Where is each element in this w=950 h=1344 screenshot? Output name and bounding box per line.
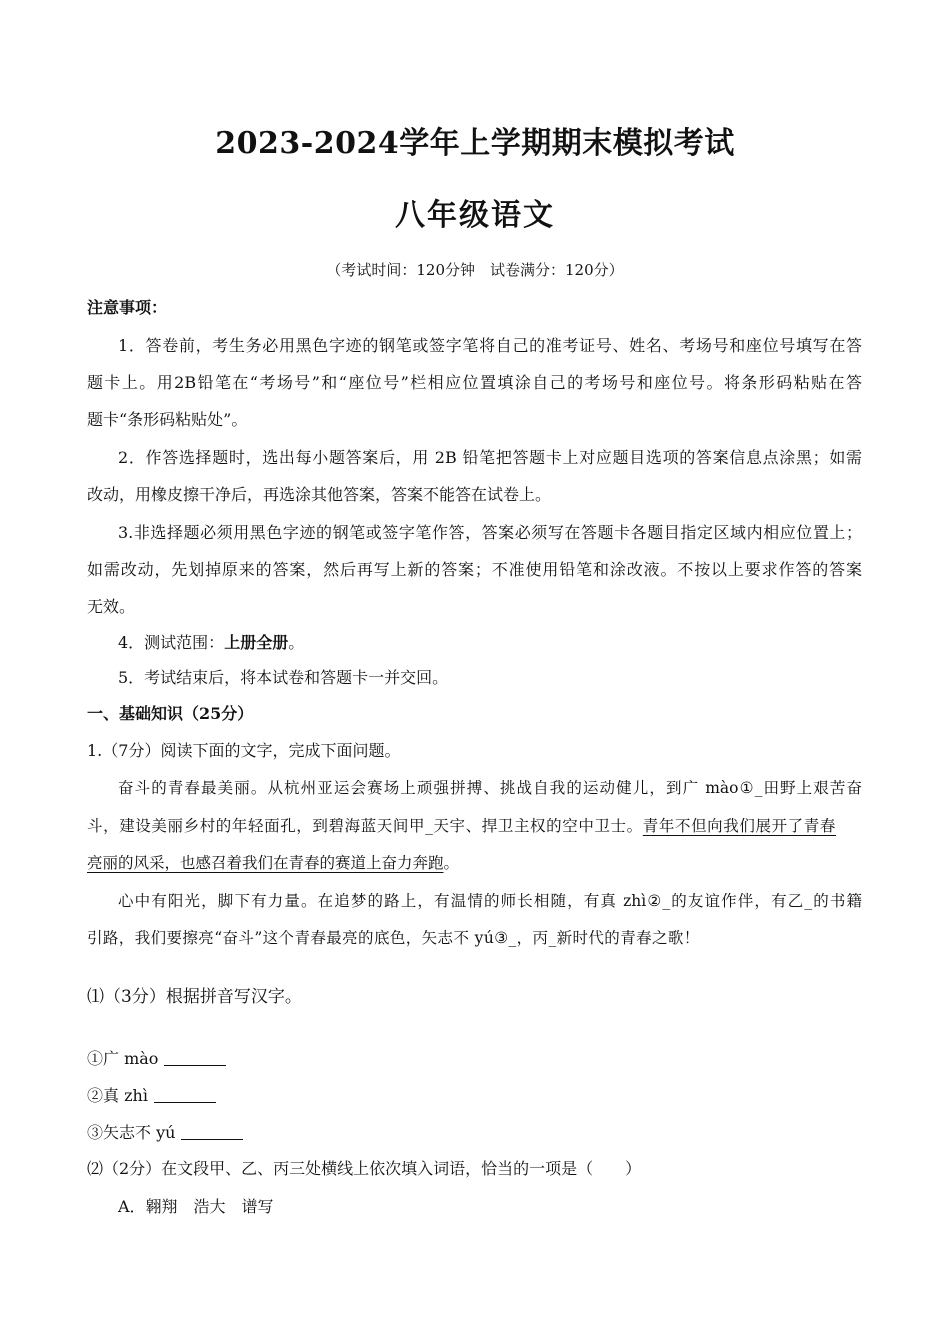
notice-item-5: 5．考试结束后，将本试卷和答题卡一并交回。: [118, 668, 449, 687]
notice-item-4: [118, 632, 304, 655]
exam-title: 2023-2024学年上学期期末模拟考试: [215, 126, 735, 161]
passage-line: [87, 815, 862, 837]
pinyin-prompt: ②真 zhì: [87, 1086, 148, 1105]
notice-line: 3.非选择题必须用黑色字迹的钢笔或签字笔作答，答案必须写在答题卡各题目指定区域内相应位置上；: [118, 523, 862, 542]
passage-text: 斗，建设美丽乡村的年轻面孔，到碧海蓝天间甲_天宇、捍卫主权的空中卫士。: [87, 817, 643, 835]
exam-meta: （考试时间：120分钟 试卷满分：120分）: [326, 261, 624, 279]
notice-line: 题卡上。用2B铅笔在“考场号”和“座位号”栏相应位置填涂自己的考场号和座位号。将条形码粘贴在答: [87, 373, 862, 392]
answer-blank[interactable]: [154, 1086, 216, 1103]
passage-underlined-sentence: 亮丽的风采，也感召着我们在青春的赛道上奋力奔跑: [87, 854, 444, 872]
notice-line: 无效。: [87, 597, 136, 616]
subquestion-2-label: ⑵（2分）在文段甲、乙、丙三处横线上依次填入词语，恰当的一项是（ ）: [87, 1159, 642, 1178]
answer-blank[interactable]: [181, 1123, 243, 1140]
subquestion-1-label: ⑴（3分）根据拼音写汉字。: [87, 987, 302, 1007]
section-heading: 一、基础知识（25分）: [87, 704, 254, 723]
notice-heading: 注意事项：: [87, 298, 168, 317]
pinyin-prompt: ③矢志不 yú: [87, 1123, 176, 1142]
passage-text: 。: [443, 854, 460, 872]
passage-line: 引路，我们要擦亮“奋斗”这个青春最亮的底色，矢志不 yú③_，丙_新时代的青春之歌！: [87, 929, 700, 947]
notice-line: 改动，用橡皮擦干净后，再选涂其他答案，答案不能答在试卷上。: [87, 485, 552, 504]
pinyin-item: [87, 1122, 243, 1144]
passage-line: 奋斗的青春最美丽。从杭州亚运会赛场上顽强拼搏、挑战自我的运动健儿，到广 mào①_田野上艰苦奋: [118, 779, 862, 797]
answer-blank[interactable]: [164, 1049, 226, 1066]
option-a: A．翱翔 浩大 谱写: [118, 1197, 274, 1216]
pinyin-item: [87, 1085, 216, 1107]
notice-item-4-scope: 上册全册: [224, 635, 289, 652]
pinyin-item: [87, 1048, 226, 1070]
notice-line: 2．作答选择题时，选出每小题答案后，用 2B 铅笔把答题卡上对应题目选项的答案信息点涂黑；如需: [118, 448, 862, 467]
question-1-intro: 1.（7分）阅读下面的文字，完成下面问题。: [87, 741, 401, 760]
notice-item-4-prefix: 4．测试范围：: [118, 633, 225, 652]
notice-item-4-suffix: 。: [288, 633, 305, 652]
notice-line: 如需改动，先划掉原来的答案，然后再写上新的答案；不准使用铅笔和涂改液。不按以上要求作答的答案: [87, 560, 862, 579]
notice-line: 1．答卷前，考生务必用黑色字迹的钢笔或签字笔将自己的准考证号、姓名、考场号和座位号填写在答: [118, 336, 862, 355]
passage-underlined-sentence: 青年不但向我们展开了青春: [642, 817, 836, 835]
exam-subtitle: 八年级语文: [395, 198, 555, 233]
passage-line: [87, 852, 459, 874]
notice-line: 题卡“条形码粘贴处”。: [87, 410, 248, 429]
passage-line: 心中有阳光，脚下有力量。在追梦的路上，有温情的师长相随，有真 zhì②_的友谊作伴，有乙_的书籍: [118, 892, 862, 910]
pinyin-prompt: ①广 mào: [87, 1049, 159, 1068]
